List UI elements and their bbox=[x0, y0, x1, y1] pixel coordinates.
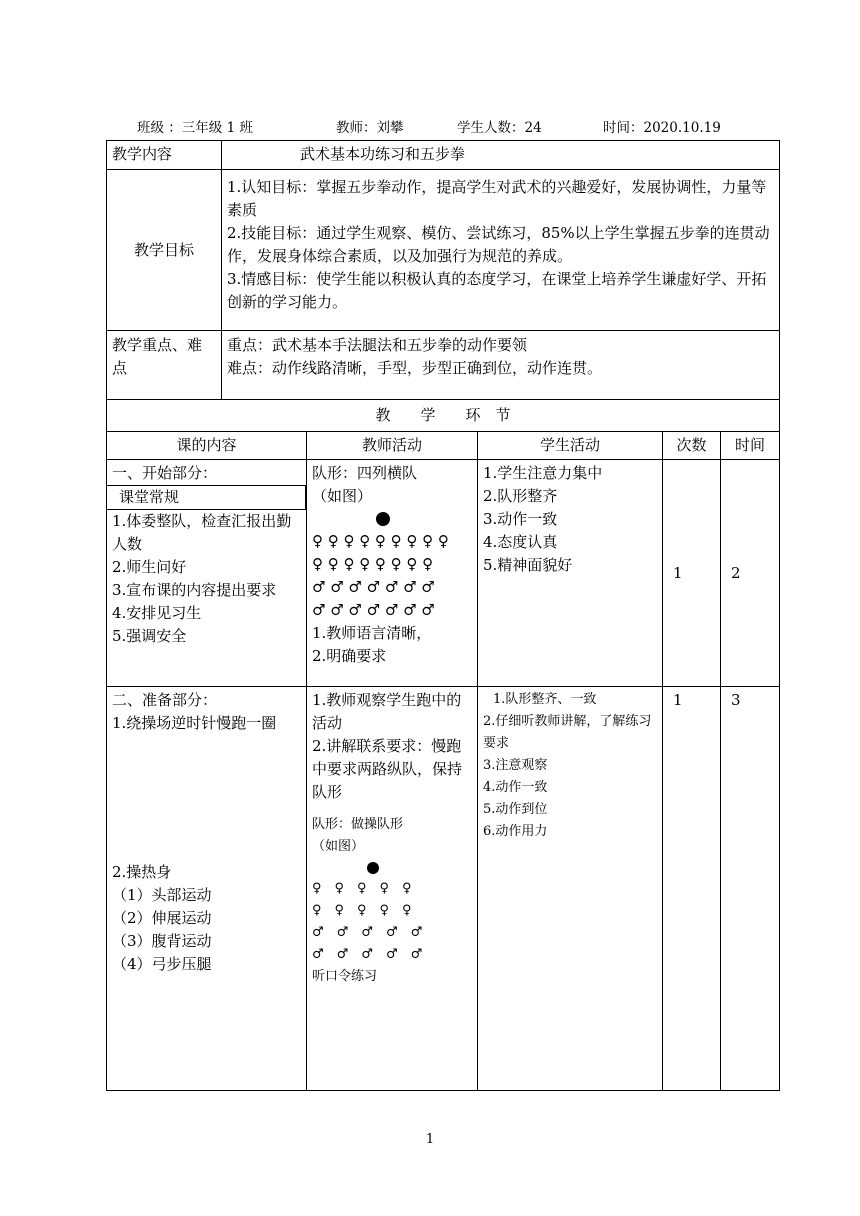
part1-count: 1 bbox=[663, 460, 721, 687]
col-teacher-header: 教师活动 bbox=[307, 432, 478, 460]
warmup-item: （3）腹背运动 bbox=[112, 932, 212, 950]
part2-time: 3 bbox=[721, 687, 780, 1091]
student-item: 4.动作一致 bbox=[483, 780, 548, 795]
keypoints-value bbox=[222, 331, 780, 400]
routine-label: 课堂常规 bbox=[119, 488, 180, 506]
warmup-item: （4）弓步压腿 bbox=[112, 955, 212, 973]
part2-item: 1.绕操场逆时针慢跑一圈 bbox=[112, 714, 277, 732]
male-row: ♂ ♂ ♂ ♂ ♂ ♂ ♂ bbox=[312, 578, 435, 596]
goals-label: 教学目标 bbox=[107, 170, 222, 331]
teacher-position-marker bbox=[376, 512, 390, 526]
part1-item: 2.师生问好 bbox=[112, 558, 187, 576]
figure-note: （如图） bbox=[312, 839, 365, 854]
teacher-item: 1.教师语言清晰， bbox=[312, 624, 432, 642]
part2-teacher bbox=[307, 687, 478, 1091]
keypoints-label: 教学重点、难点 bbox=[107, 331, 222, 400]
routine-box bbox=[107, 485, 306, 510]
male-row: ♂ ♂ ♂ ♂ ♂ bbox=[312, 947, 423, 962]
difficulty: 难点：动作线路清晰，手型，步型正确到位，动作连贯。 bbox=[227, 359, 603, 377]
part1-content bbox=[107, 460, 307, 687]
part1-teacher bbox=[307, 460, 478, 687]
student-item: 2.队形整齐 bbox=[483, 487, 558, 505]
section-title: 教 学 环 节 bbox=[107, 400, 780, 432]
warmup-item: （2）伸展运动 bbox=[112, 909, 212, 927]
column-header-row bbox=[107, 432, 780, 460]
figure-note: （如图） bbox=[312, 487, 373, 505]
male-row: ♂ ♂ ♂ ♂ ♂ ♂ ♂ bbox=[312, 601, 435, 619]
student-item: 1.学生注意力集中 bbox=[483, 464, 603, 482]
female-row: ♀ ♀ ♀ ♀ ♀ bbox=[312, 881, 412, 896]
student-item: 5.精神面貌好 bbox=[483, 556, 573, 574]
goal-item: 1.认知目标：掌握五步拳动作，提高学生对武术的兴趣爱好，发展协调性，力量等素质 bbox=[227, 178, 767, 219]
part2-title: 二、准备部分： bbox=[112, 691, 218, 709]
male-row: ♂ ♂ ♂ ♂ ♂ bbox=[312, 925, 423, 940]
female-row: ♀ ♀ ♀ ♀ ♀ bbox=[312, 903, 412, 918]
teacher-item: 2.明确要求 bbox=[312, 647, 387, 665]
col-content-header: 课的内容 bbox=[107, 432, 307, 460]
part2-student bbox=[478, 687, 663, 1091]
goal-item: 2.技能目标：通过学生观察、模仿、尝试练习，85%以上学生掌握五步拳的连贯动作，发展身体综合素质，以及加强行为规范的养成。 bbox=[227, 224, 770, 265]
page-number: 1 bbox=[425, 1132, 435, 1147]
student-item: 2.仔细听教师讲解，了解练习要求 bbox=[483, 714, 652, 751]
teacher-item: 2.讲解联系要求：慢跑中要求两路纵队，保持队形 bbox=[312, 737, 463, 801]
content-row bbox=[107, 141, 780, 170]
part1-row bbox=[107, 460, 780, 687]
part1-item: 3.宣布课的内容提出要求 bbox=[112, 581, 277, 599]
formation-label: 队形：四列横队 bbox=[312, 464, 418, 482]
col-time-header: 时间 bbox=[721, 432, 780, 460]
student-count: 学生人数：24 bbox=[457, 120, 542, 136]
goals-value bbox=[222, 170, 780, 331]
student-item: 3.动作一致 bbox=[483, 510, 558, 528]
lesson-header bbox=[0, 116, 860, 138]
formation-label: 队形：做操队形 bbox=[312, 817, 404, 832]
student-item: 5.动作到位 bbox=[483, 802, 548, 817]
keypoints-row bbox=[107, 331, 780, 400]
female-row: ♀ ♀ ♀ ♀ ♀ ♀ ♀ ♀ ♀ bbox=[312, 532, 449, 550]
key-point: 重点：武术基本手法腿法和五步拳的动作要领 bbox=[227, 336, 528, 354]
class-info: 班级 ：三年级 1 班 bbox=[137, 120, 253, 136]
warmup-item: （1）头部运动 bbox=[112, 886, 212, 904]
student-item: 1.队形整齐、一致 bbox=[493, 692, 597, 707]
part2-content bbox=[107, 687, 307, 1091]
teacher-note: 听口令练习 bbox=[312, 969, 378, 984]
teacher-item: 1.教师观察学生跑中的活动 bbox=[312, 691, 462, 732]
student-item: 4.态度认真 bbox=[483, 533, 558, 551]
teacher-position-marker bbox=[367, 862, 379, 874]
teacher-info: 教师：刘攀 bbox=[336, 120, 404, 136]
student-item: 3.注意观察 bbox=[483, 758, 548, 773]
part2-row bbox=[107, 687, 780, 1091]
content-label: 教学内容 bbox=[107, 141, 222, 170]
content-value: 武术基本功练习和五步拳 bbox=[222, 141, 780, 170]
student-item: 6.动作用力 bbox=[483, 824, 548, 839]
section-title-row bbox=[107, 400, 780, 432]
female-row: ♀ ♀ ♀ ♀ ♀ ♀ ♀ ♀ bbox=[312, 555, 434, 573]
goal-item: 3.情感目标：使学生能以积极认真的态度学习，在课堂上培养学生谦虚好学、开拓创新的学习能力。 bbox=[227, 270, 767, 311]
warmup-title: 2.操热身 bbox=[112, 863, 172, 881]
part1-item: 1.体委整队，检查汇报出勤人数 bbox=[112, 512, 292, 553]
date-info: 时间：2020.10.19 bbox=[603, 120, 721, 136]
part2-count: 1 bbox=[663, 687, 721, 1091]
col-student-header: 学生活动 bbox=[478, 432, 663, 460]
goals-row bbox=[107, 170, 780, 331]
part1-time: 2 bbox=[721, 460, 780, 687]
part1-student bbox=[478, 460, 663, 687]
part1-item: 4.安排见习生 bbox=[112, 604, 202, 622]
col-count-header: 次数 bbox=[663, 432, 721, 460]
part1-item: 5.强调安全 bbox=[112, 627, 187, 645]
part1-title: 一、开始部分： bbox=[112, 464, 218, 482]
lesson-plan-table bbox=[106, 140, 780, 1091]
